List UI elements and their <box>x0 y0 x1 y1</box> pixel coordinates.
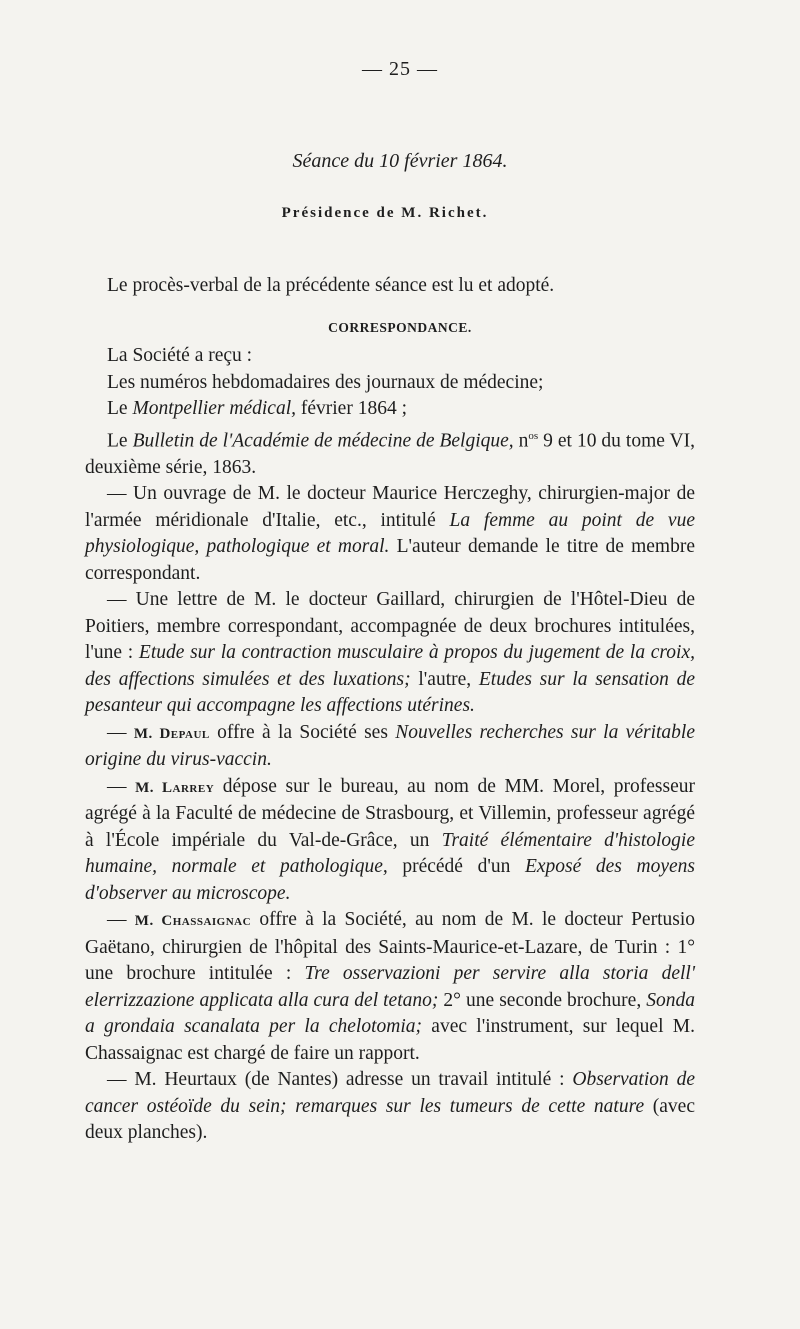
text-span: L'auteur demande le titre de membre correspondant. <box>85 536 695 584</box>
correspondance-heading: CORRESPONDANCE. <box>328 320 472 335</box>
text-span: précédé d'un <box>387 856 525 877</box>
work-title: Sonda a grondaia scanalata per la chelotomia; <box>85 989 695 1037</box>
work-title: Exposé des moyens d'observer au microscope. <box>85 856 695 904</box>
text-span: (avec deux planches). <box>85 1095 695 1143</box>
member-name: M. Larrey <box>135 779 215 796</box>
paragraph-larrey <box>85 774 695 908</box>
text-span: — <box>107 775 136 797</box>
text-span: 2° une seconde brochure, <box>438 989 647 1011</box>
paragraph-journals <box>85 370 695 397</box>
member-name: M. Depaul <box>133 725 210 742</box>
paragraph-chassaignac <box>85 907 695 1067</box>
paragraph-bulletin <box>85 423 695 482</box>
text-span: offre à la Société ses <box>209 721 396 743</box>
text-span: février 1864 ; <box>296 398 408 419</box>
presidence-heading: Présidence de M. Richet. <box>281 205 489 221</box>
body-text <box>85 343 695 1147</box>
text-span: — Un ouvrage de M. le docteur Maurice Herczeghy, chirurgien-major de l'armée méridionale d'Italie, etc., intitulé <box>85 483 695 531</box>
text-span: dépose sur le bureau, au nom de MM. Morel, professeur agrégé à la Faculté de médecine de Strasbourg, et Villemin, professeur agrégé à l'École impériale du Val-de-Grâce, un <box>85 775 696 851</box>
member-name: M. Chassaignac <box>134 913 252 929</box>
paragraph-montpellier <box>85 396 695 423</box>
text-span: — M. Heurtaux (de Nantes) adresse un travail intitulé : <box>107 1069 573 1090</box>
paragraph-text: Les numéros hebdomadaires des journaux de médecine; <box>107 371 544 393</box>
paragraph-herczeghy <box>85 481 695 587</box>
work-title: Traité élémentaire d'histologie humaine, normale et pathologique, <box>85 829 695 877</box>
work-title: Etudes sur la sensation de pesanteur qui accompagne les affections utérines. <box>85 668 696 716</box>
work-title: Etude sur la contraction musculaire à propos du jugement de la croix, des affections simulées et des luxations; <box>85 642 695 690</box>
work-title: Nouvelles recherches sur la véritable origine du virus-vaccin. <box>85 721 695 770</box>
journal-title: Bulletin de l'Académie de médecine de Belgique, <box>132 430 514 451</box>
text-span: Le <box>107 430 133 451</box>
text-span: — <box>107 909 135 930</box>
text-span: — Une lettre de M. le docteur Gaillard, chirurgien de l'Hôtel-Dieu de Poitiers, membre correspondant, accompagnée de deux brochures intitulées, l'une : <box>85 589 695 663</box>
text-span: avec l'instrument, sur lequel M. Chassaignac est chargé de faire un rapport. <box>85 1016 695 1064</box>
text-span: n <box>513 430 529 451</box>
paragraph-depaul <box>85 720 695 774</box>
paragraph-text: La Société a reçu : <box>107 345 253 366</box>
text-span: offre à la Société, au nom de M. le docteur Pertusio Gaëtano, chirurgien de l'hôpital des Saints-Maurice-et-Lazare, de Turin : 1° une brochure intitulée : <box>85 909 696 984</box>
paragraph-received <box>85 343 695 370</box>
text-span: Le <box>107 398 133 419</box>
work-title: Observation de cancer ostéoïde du sein; remarques sur les tumeurs de cette nature <box>85 1069 695 1117</box>
proces-verbal-line: Le procès-verbal de la précédente séance est lu et adopté. <box>107 275 555 296</box>
superscript: os <box>528 429 539 442</box>
work-title: La femme au point de vue physiologique, pathologique et moral. <box>85 509 695 557</box>
journal-title: Montpellier médical, <box>132 398 296 419</box>
paragraph-heurtaux <box>85 1067 695 1147</box>
text-span: l'autre, <box>410 668 479 690</box>
text-span: 9 et 10 du tome VI, deuxième série, 1863. <box>85 430 695 478</box>
seance-title: Séance du 10 février 1864. <box>292 150 508 172</box>
paragraph-gaillard <box>85 587 695 720</box>
page-number: — 25 — <box>362 58 438 80</box>
work-title: Tre osservazioni per servire alla storia dell' elerrizzazione applicata alla cura del tetano; <box>85 963 695 1011</box>
text-span: — <box>107 721 134 743</box>
